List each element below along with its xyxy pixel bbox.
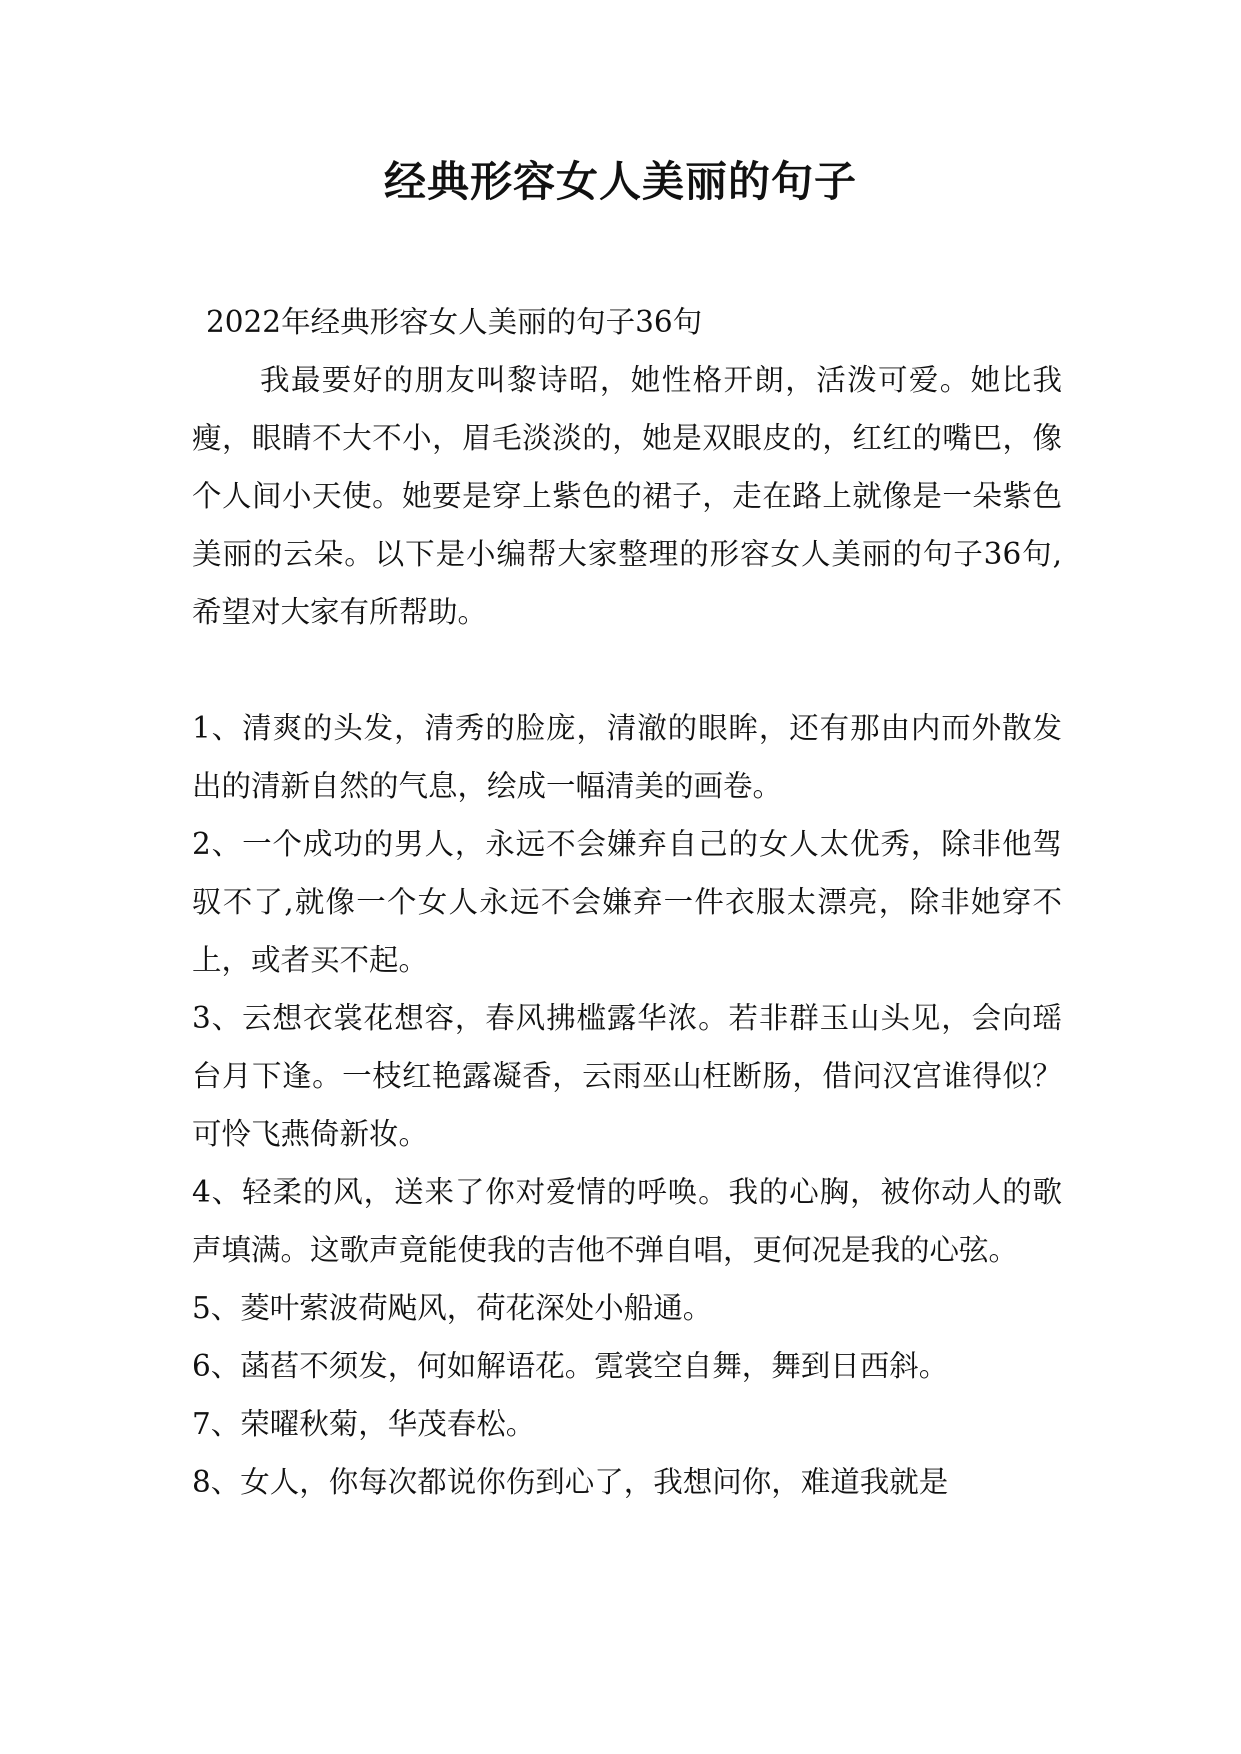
document-body (192, 293, 1062, 1511)
list-item: 3、云想衣裳花想容，春风拂槛露华浓。若非群玉山头见，会向瑶台月下逢。一枝红艳露凝香，云雨巫山枉断肠，借问汉宫谁得似？可怜飞燕倚新妆。 (192, 1001, 1062, 1151)
list-item: 4、轻柔的风，送来了你对爱情的呼唤。我的心胸，被你动人的歌声填满。这歌声竟能使我的吉他不弹自唱，更何况是我的心弦。 (192, 1175, 1062, 1267)
document-title: 经典形容女人美丽的句子 (383, 157, 857, 206)
intro-paragraph: 我最要好的朋友叫黎诗昭，她性格开朗，活泼可爱。她比我瘦，眼睛不大不小，眉毛淡淡的，她是双眼皮的，红红的嘴巴，像个人间小天使。她要是穿上紫色的裙子，走在路上就像是一朵紫色美丽的云朵。以下是小编帮大家整理的形容女人美丽的句子36句,希望对大家有所帮助。 (192, 363, 1062, 629)
list-item: 7、荣曜秋菊，华茂春松。 (192, 1407, 536, 1441)
list-item: 8、女人，你每次都说你伤到心了，我想问你，难道我就是 (192, 1465, 949, 1499)
list-item: 6、菡萏不须发，何如解语花。霓裳空自舞，舞到日西斜。 (192, 1349, 949, 1383)
document-subtitle: 2022年经典形容女人美丽的句子36句 (206, 305, 703, 339)
paragraph-spacer (192, 641, 1062, 699)
list-item: 5、菱叶萦波荷飐风，荷花深处小船通。 (192, 1291, 713, 1325)
list-item: 2、一个成功的男人，永远不会嫌弃自己的女人太优秀，除非他驾驭不了,就像一个女人永远不会嫌弃一件衣服太漂亮，除非她穿不上，或者买不起。 (192, 827, 1062, 977)
list-item: 1、清爽的头发，清秀的脸庞，清澈的眼眸，还有那由内而外散发出的清新自然的气息，绘成一幅清美的画卷。 (192, 711, 1062, 803)
